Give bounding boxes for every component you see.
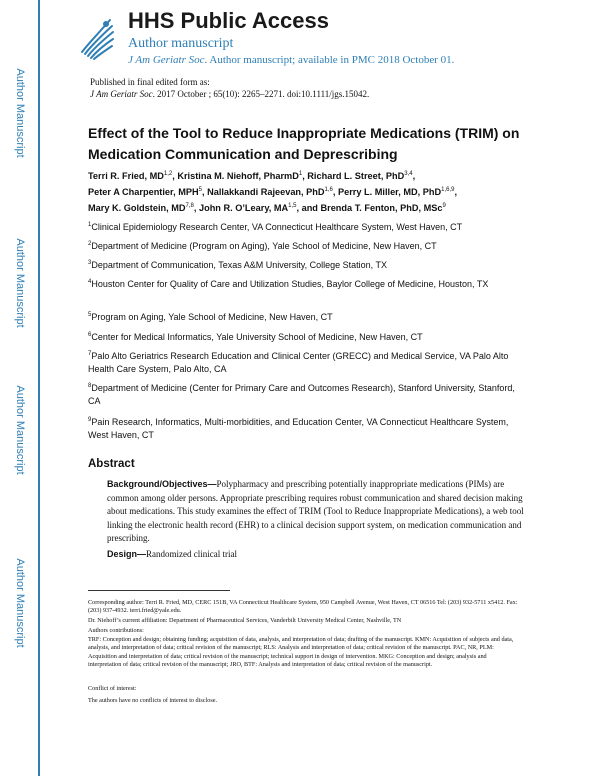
author: Brenda T. Fenton, PhD, MSc$^9$ <box>320 202 446 213</box>
conflict-heading: Conflict of interest: <box>88 685 137 692</box>
affiliation: $^5$Program on Aging, Yale School of Medicine, New Haven, CT <box>88 312 333 322</box>
background-label: Background/Objectives— <box>107 479 217 489</box>
abstract-heading: Abstract <box>88 458 135 470</box>
left-margin-bar: Author Manuscript Author Manuscript Author Manuscript Author Manuscript <box>0 0 40 776</box>
availability-line <box>128 54 454 66</box>
hhs-public-access-title: HHS Public Access <box>128 8 329 33</box>
affiliation: $^2$Department of Medicine (Program on Aging), Yale School of Medicine, New Haven, CT <box>88 241 437 251</box>
current-affiliation-note: Dr. Niehoff’s current affiliation: Department of Pharmaceutical Services, Vanderbilt University Medical Center, Nashville, TN <box>88 617 402 624</box>
journal-name: J Am Geriatr Soc <box>128 54 205 66</box>
published-form-label: Published in final edited form as: <box>90 77 210 87</box>
author-manuscript-label: Author manuscript <box>128 36 234 51</box>
author: Richard L. Street, PhD$^{3,4}$ <box>307 170 413 181</box>
affiliation: $^9$Pain Research, Informatics, Multi-morbidities, and Education Center, VA Connecticut Healthcare System, West Haven, CT <box>88 417 509 440</box>
affiliation: $^6$Center for Medical Informatics, Yale University School of Medicine, New Haven, CT <box>88 332 423 342</box>
abstract-background <box>107 478 525 546</box>
design-label: Design— <box>107 549 147 559</box>
contributions-text: TRF: Conception and design; obtaining funding; acquisition of data, analysis, and interpretation of data; drafting of the manuscript. KMN: Acquisition of subjects and data, analysis, and interpretation of data; critical revision of the manuscript; RLS: Analysis and interpretation of data; critical revision of the manuscript. PAC, NR, PLM: Acquisition and interpretation of data; critical revision of the manuscript; technical support in design of intervention. MKG: Conception and design; analysis and interpretation of data; critical revision of the manuscript; JRO, BTF: Analysis and interpretation of data; critical revision of the manuscript. <box>88 636 514 668</box>
author: Kristina M. Niehoff, PharmD$^1$ <box>177 170 303 181</box>
affiliation: $^7$Palo Alto Geriatrics Research Education and Clinical Center (GRECC) and Medical Service, VA Palo Alto Health Care System, Palo Alto, CA <box>88 351 509 374</box>
citation-line <box>90 89 369 99</box>
affiliation: $^1$Clinical Epidemiology Research Center, VA Connecticut Healthcare System, West Haven, CT <box>88 222 463 232</box>
design-text: Randomized clinical trial <box>146 549 237 559</box>
affiliation: $^3$Department of Communication, Texas A&M University, College Station, TX <box>88 260 387 270</box>
affiliation: $^8$Department of Medicine (Center for Primary Care and Outcomes Research), Stanford University, Stanford, CA <box>88 383 515 406</box>
footnote-divider <box>88 590 230 591</box>
author: John R. O’Leary, MA$^{1,5}$ <box>198 202 297 213</box>
author-list: Terri R. Fried, MD$^{1,2}$, Kristina M. Niehoff, PharmD$^1$, Richard L. Street, PhD$^{3,4}$, Peter A Charpentier, MPH$^5$, Nallakkandi Rajeevan, PhD$^{1,6}$, Perry L. Miller, MD, PhD$^{1,6,9}$, Mary K. Goldstein, MD$^{7,8}$, John R. O’Leary, MA$^{1,5}$, and Brenda T. Fenton, PhD, MSc$^9$ <box>88 170 458 213</box>
margin-divider <box>38 0 40 776</box>
citation-details: . 2017 October ; 65(10): 2265–2271. doi:10.1111/jgs.15042. <box>152 89 370 99</box>
corresponding-author-note: Corresponding author: Terri R. Fried, MD, CERC 151B, VA Connecticut Healthcare System, 950 Campbell Avenue, West Haven, CT 06516 Tel: (203) 932-5711 x5412. Fax: (203) 937-4932. terri.fried@yale.edu. <box>88 599 518 615</box>
hhs-header <box>76 8 576 72</box>
availability-text: . Author manuscript; available in PMC 2018 October 01. <box>204 54 455 66</box>
paper-title: Effect of the Tool to Reduce Inappropriate Medications (TRIM) on Medication Communication and Deprescribing <box>88 125 520 162</box>
abstract-design <box>107 549 237 559</box>
citation-journal: J Am Geriatr Soc <box>90 89 153 99</box>
hhs-eagle-icon <box>76 14 118 62</box>
author: Mary K. Goldstein, MD$^{7,8}$ <box>88 202 194 213</box>
contributions-heading: Authors contributions: <box>88 627 144 634</box>
conflict-text: The authors have no conflicts of interest to disclose. <box>88 697 218 704</box>
author: Peter A Charpentier, MPH$^5$ <box>88 186 202 197</box>
author: Perry L. Miller, MD, PhD$^{1,6,9}$ <box>337 186 455 197</box>
affiliation: $^4$Houston Center for Quality of Care and Utilization Studies, Baylor College of Medicine, Houston, TX <box>88 279 489 289</box>
author: Terri R. Fried, MD$^{1,2}$ <box>88 170 173 181</box>
author: Nallakkandi Rajeevan, PhD$^{1,6}$ <box>207 186 333 197</box>
background-text: Polypharmacy and prescribing potentially inappropriate medications (PIMs) are common among older persons. Appropriate prescribing requires robust communication and shared decision making about medications. This study examines the effect of TRIM (Tool to Reduce Inappropriate Medications), a web tool linking the electronic health record (EHR) to a clinical decision support system, on medication communication and prescribing. <box>107 479 524 544</box>
